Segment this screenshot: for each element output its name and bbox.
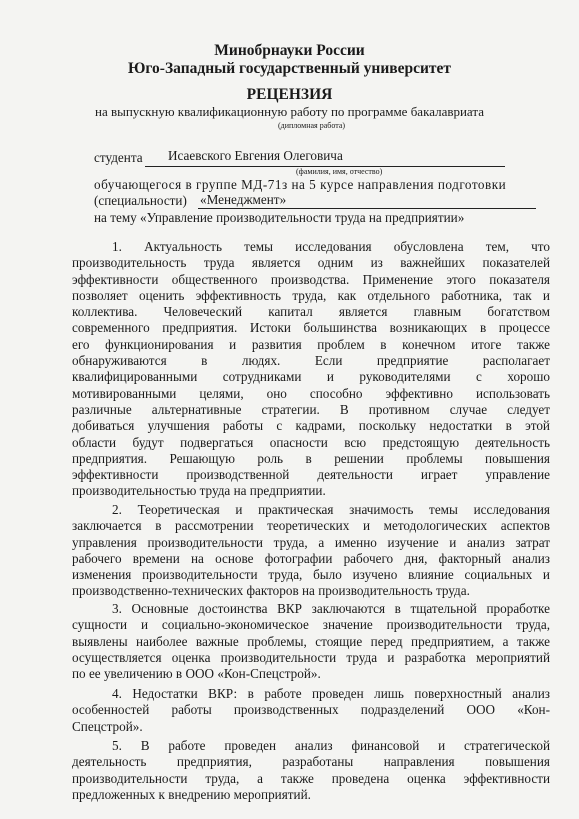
- paragraph-4: [72, 686, 550, 735]
- paragraph-line: 4. Недостатки ВКР: в работе проведен лишь поверхностный анализ: [112, 686, 550, 701]
- paragraph-line: области будут подвергаться опасности всю предстоящую деятельность: [72, 434, 550, 450]
- student-prefix: студента: [94, 150, 143, 165]
- student-group-line: обучающегося в группе МД-71з на 5 курсе направления подготовки: [94, 177, 507, 192]
- paragraph-line: позволяет оценить эффективность труда, как отдельного работника, так и: [72, 287, 550, 303]
- paragraph-line: предложенных к внедрению мероприятий.: [72, 786, 311, 802]
- paragraph-line: 1. Актуальность темы исследования обусловлена тем, что: [112, 239, 550, 254]
- specialty-prefix: (специальности): [94, 193, 187, 208]
- paragraph-line: обнаруживаются в людях. Если предприятие располагает: [72, 353, 550, 369]
- paragraph-line: управления производительности труда, а именно изучение и анализ затрат: [72, 534, 550, 550]
- specialty-value: «Менеджмент»: [200, 192, 287, 207]
- paragraph-line: 5. В работе проведен анализ финансовой и стратегической: [112, 738, 550, 753]
- paragraph-line: производственно-технических факторов на производительность труда.: [72, 583, 470, 599]
- paragraph-2: [72, 502, 550, 600]
- paragraph-line: заключается в рассмотрении теоретических и методологических аспектов: [72, 518, 550, 534]
- paragraph-line: по ее увеличению в ООО «Кон-Спецстрой».: [72, 666, 321, 682]
- university-title: Юго-Западный государственный университет: [127, 60, 452, 77]
- paragraph-line: Спецстрой».: [72, 718, 143, 734]
- paragraph-5: [72, 738, 550, 803]
- paragraph-line: эффективности производственной деятельности играет управление: [72, 467, 550, 483]
- paragraph-line: современного предприятия. Истоки большинства возникающих в процессе: [72, 320, 550, 336]
- paragraph-line: особенностей работы производственных подразделений ООО «Кон-: [72, 702, 550, 718]
- paragraph-line: выявлены наиболее важные проблемы, стоящие перед предприятием, а также: [72, 633, 550, 649]
- document-subtitle: на выпускную квалификационную работу по программе бакалавриата: [95, 104, 484, 119]
- paragraph-line: производительности труда, а также проведена оценка эффективности: [72, 770, 550, 786]
- paragraph-line: сущности и социально-экономическое значение производительности труда,: [72, 617, 550, 633]
- topic-line: на тему «Управление производительности труда на предприятии»: [94, 210, 465, 225]
- paragraph-line: коллектива. Человеческий капитал является главным богатством: [72, 304, 550, 320]
- paragraph-1: [72, 239, 550, 500]
- paragraph-line: деятельность предприятия, разработаны направления повышения: [72, 754, 550, 770]
- paragraph-line: производительностью труда на предприятии.: [72, 483, 326, 499]
- paragraph-line: осуществляется оценка производительности труда и разработка мероприятий: [72, 649, 550, 665]
- student-name: Исаевского Евгения Олеговича: [168, 148, 343, 163]
- paragraph-line: добиваться улучшения работы с кадрами, поскольку недостатки в этой: [72, 418, 550, 434]
- paragraph-line: 3. Основные достоинства ВКР заключаются в тщательной проработке: [112, 601, 550, 616]
- ministry-title: Минобрнауки России: [214, 42, 365, 59]
- subtitle-note: (дипломная работа): [278, 121, 346, 130]
- paragraph-line: предприятия. Решающую роль в решении проблемы повышения: [72, 450, 550, 466]
- paragraph-line: изменения производительности труда, было изучено влияние социальных и: [72, 567, 550, 583]
- paragraph-line: квалифицированными сотрудниками и руководителями с хорошо: [72, 369, 550, 385]
- student-name-note: (фамилия, имя, отчество): [296, 167, 383, 176]
- paragraph-line: рабочего времени на основе фотографии рабочего дня, факторный анализ: [72, 550, 550, 566]
- paragraph-line: 2. Теоретическая и практическая значимость темы исследования: [112, 502, 550, 517]
- paragraph-line: мотивированными целями, оно способно эффективно использовать: [72, 385, 550, 401]
- specialty-underline: [198, 208, 536, 209]
- paragraph-line: его функционирования и развития проблем в конечном итоге также: [72, 336, 550, 352]
- paragraph-line: эффективности общественного производства. Применение этого показателя: [72, 271, 550, 287]
- paragraph-3: [72, 601, 550, 682]
- paragraph-line: различные альтернативные стратегии. В противном случае следует: [72, 401, 550, 417]
- paragraph-line: производительность труда является одним из важнейших показателей: [72, 255, 550, 271]
- document-type: РЕЦЕНЗИЯ: [246, 86, 333, 103]
